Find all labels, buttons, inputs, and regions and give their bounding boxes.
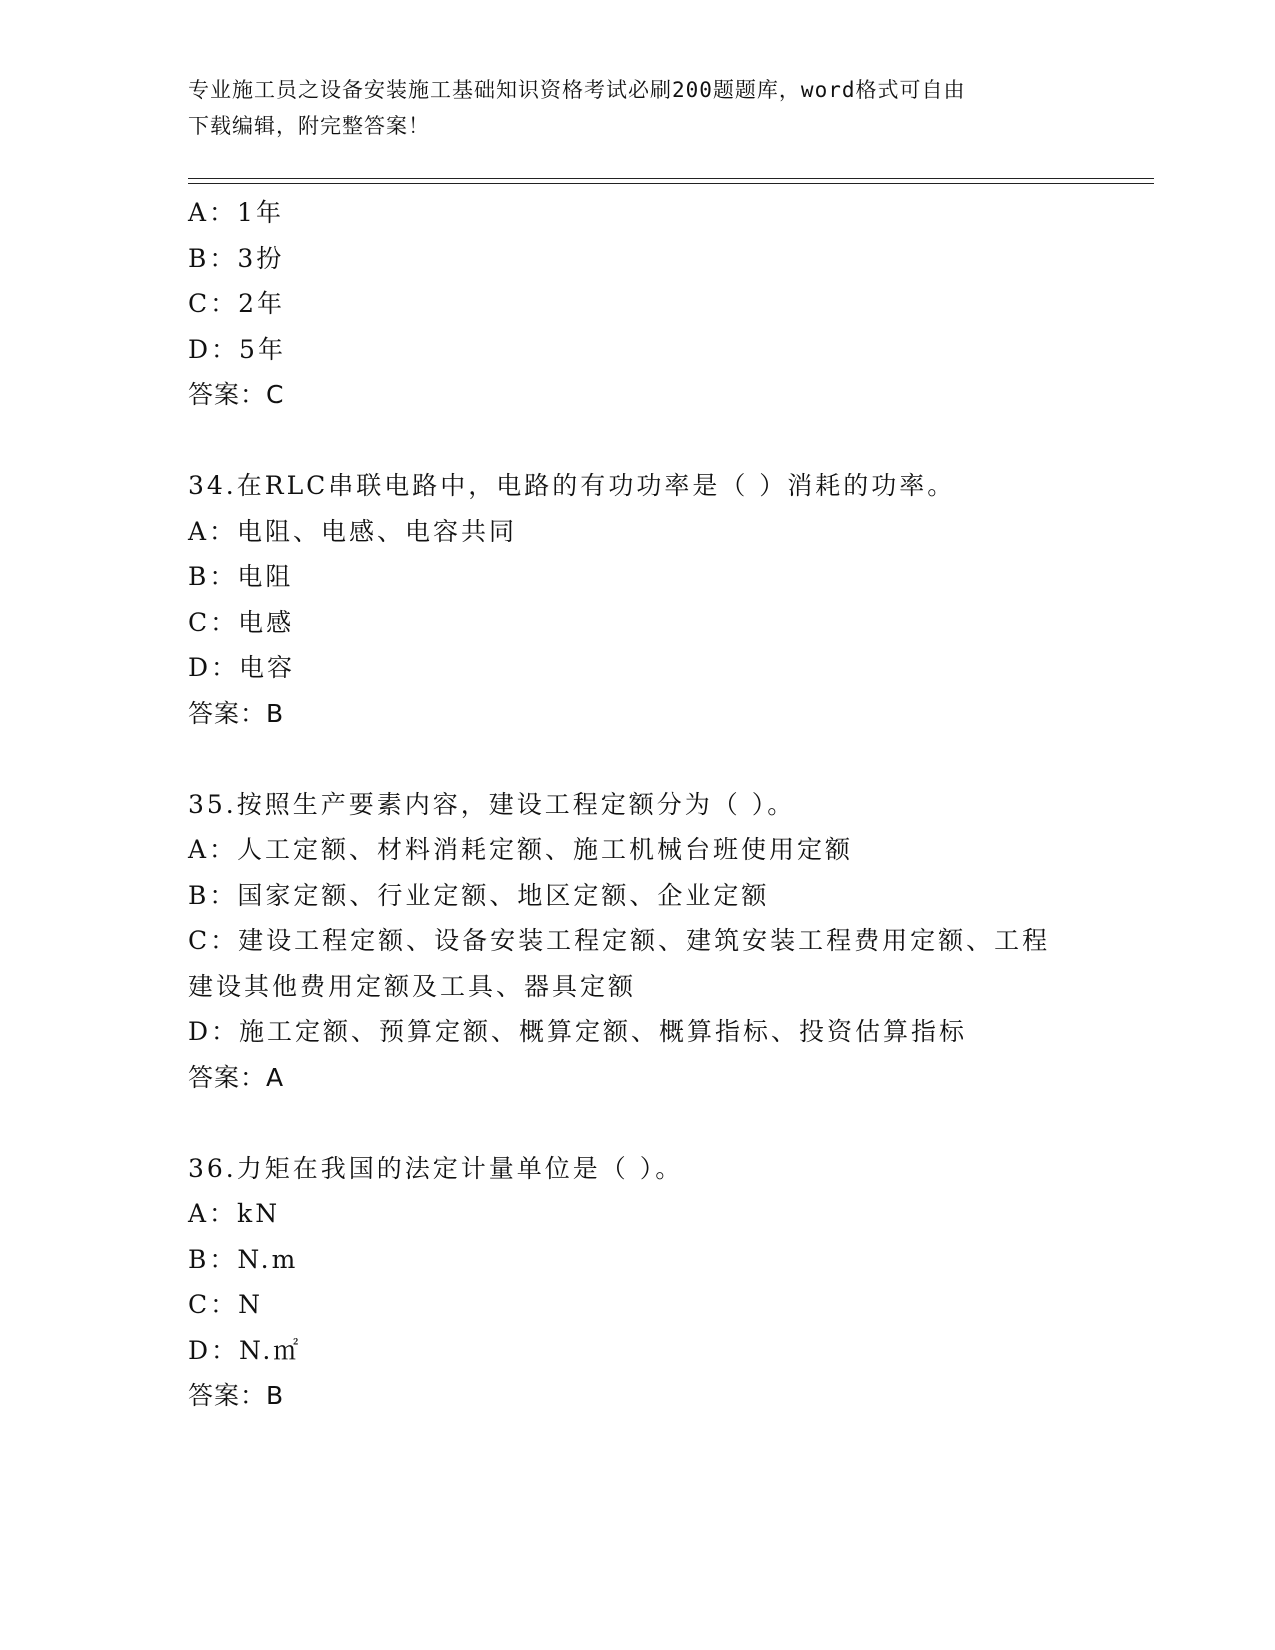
answer: 答案：C bbox=[188, 380, 285, 409]
question-34 bbox=[188, 463, 1088, 736]
answer: 答案：B bbox=[188, 1381, 285, 1410]
option-d: D：N.㎡ bbox=[188, 1335, 302, 1365]
question-33 bbox=[188, 190, 1088, 418]
option-b: B：电阻 bbox=[188, 562, 294, 591]
answer: 答案：B bbox=[188, 698, 285, 728]
option-c: C：2年 bbox=[188, 289, 286, 318]
question-stem: 34.在RLC串联电路中，电路的有功功率是（ ）消耗的功率。 bbox=[188, 471, 956, 500]
question-stem: 36.力矩在我国的法定计量单位是（ ）。 bbox=[188, 1153, 684, 1183]
question-35 bbox=[188, 782, 1088, 1101]
option-d: D：施工定额、预算定额、概算定额、概算指标、投资估算指标 bbox=[188, 1017, 968, 1046]
option-c: C：N bbox=[188, 1290, 264, 1319]
question-stem: 35.按照生产要素内容，建设工程定额分为（ ）。 bbox=[188, 789, 796, 819]
header-divider-top bbox=[188, 178, 1154, 179]
option-c: C：建设工程定额、设备安装工程定额、建筑安装工程费用定额、工程 bbox=[188, 926, 1051, 955]
header-line-1: 专业施工员之设备安装施工基础知识资格考试必刷200题题库，word格式可自由 bbox=[188, 78, 966, 102]
option-b: B：国家定额、行业定额、地区定额、企业定额 bbox=[188, 880, 770, 910]
question-list bbox=[188, 190, 1088, 1419]
option-a: A：1年 bbox=[188, 198, 284, 227]
option-a: A：人工定额、材料消耗定额、施工机械台班使用定额 bbox=[188, 835, 854, 864]
option-b: B：3扮 bbox=[188, 243, 285, 273]
document-header bbox=[188, 72, 1088, 144]
option-a: A：kN bbox=[188, 1199, 281, 1228]
answer: 答案：A bbox=[188, 1062, 285, 1092]
option-a: A：电阻、电感、电容共同 bbox=[188, 516, 518, 546]
option-b: B：N.m bbox=[188, 1244, 299, 1274]
option-c: C：电感 bbox=[188, 607, 295, 637]
option-c-continued: 建设其他费用定额及工具、器具定额 bbox=[188, 971, 637, 1001]
question-36 bbox=[188, 1146, 1088, 1419]
option-d: D：电容 bbox=[188, 653, 296, 682]
header-divider-bottom bbox=[188, 183, 1154, 184]
option-d: D：5年 bbox=[188, 334, 286, 364]
header-line-2: 下载编辑，附完整答案！ bbox=[188, 114, 430, 138]
